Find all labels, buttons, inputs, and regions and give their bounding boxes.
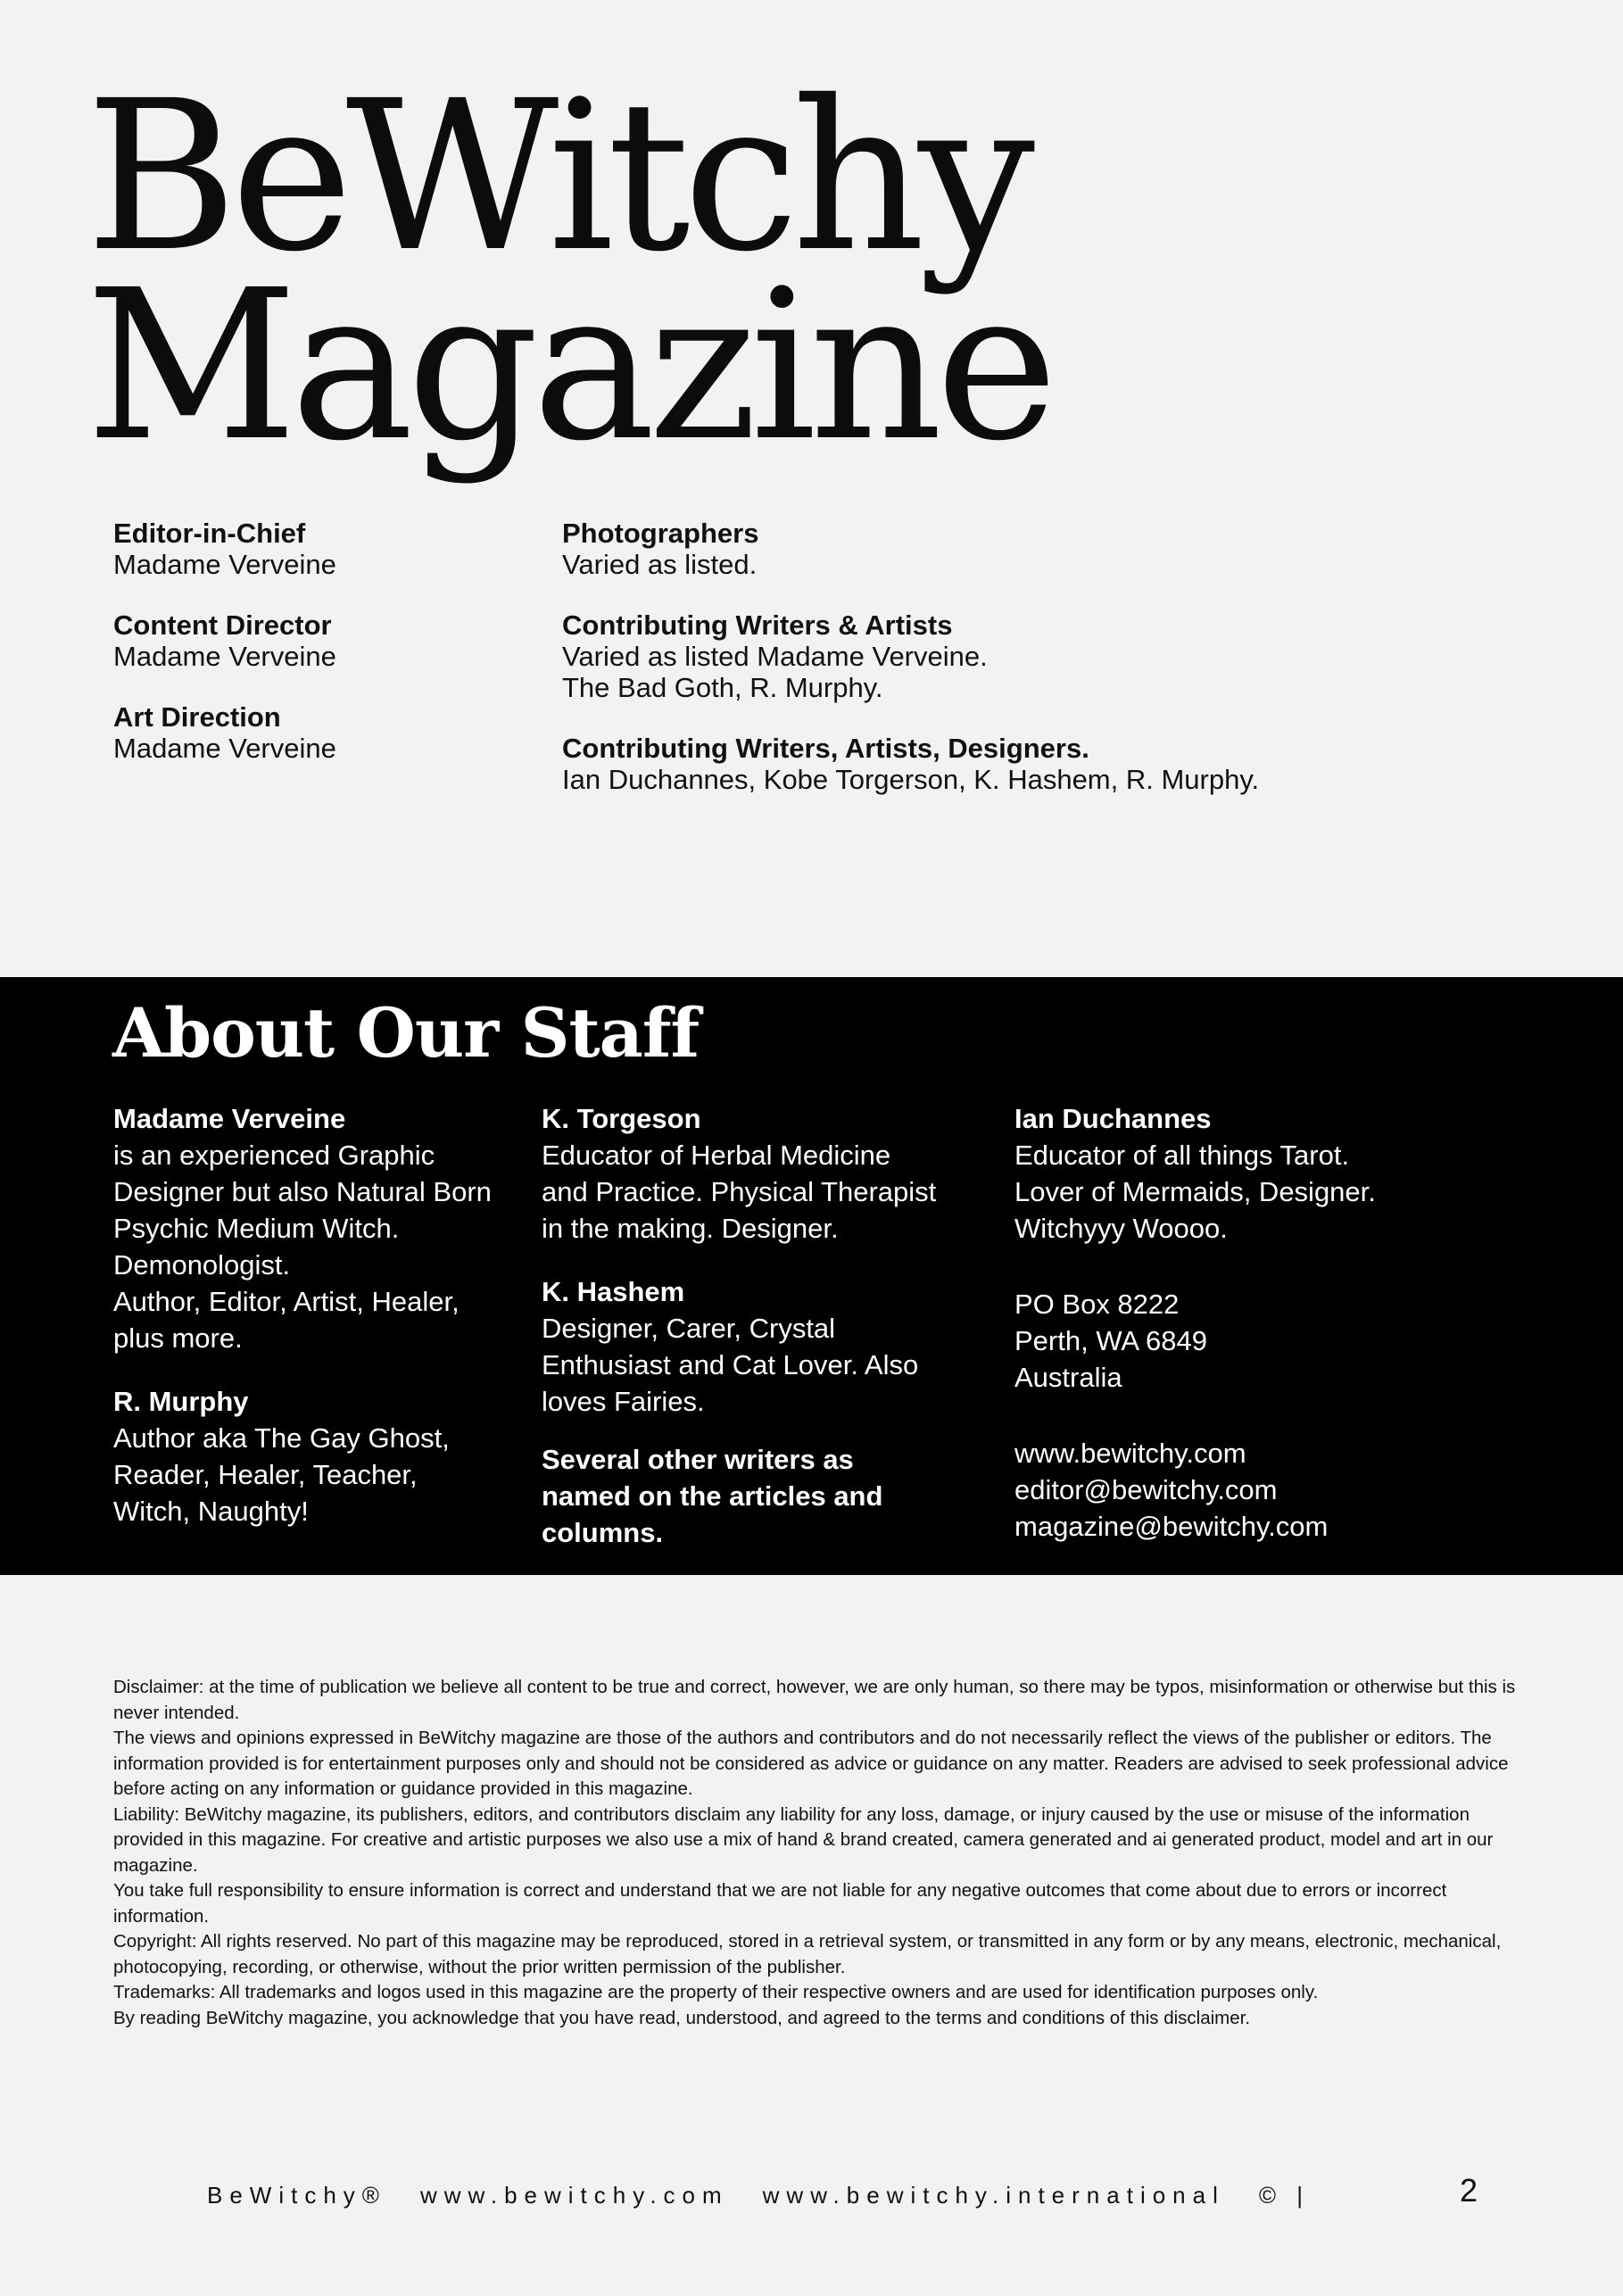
staff-description: Designer, Carer, Crystal Enthusiast and Cat Lover. Also loves Fairies.: [542, 1313, 919, 1417]
section-title: About Our Staff: [112, 993, 700, 1073]
credit-role: Art Direction: [113, 701, 281, 733]
credit-contributing-writers-artists: [562, 609, 1544, 703]
magazine-masthead: [86, 56, 1051, 486]
staff-description: Author aka The Gay Ghost, Reader, Healer, Teacher, Witch, Naughty!: [113, 1422, 450, 1527]
staff-member-ian-duchannes: [1014, 1100, 1550, 1247]
disclaimer-paragraph: By reading BeWitchy magazine, you acknowledge that you have read, understood, and agreed to the terms and conditions of this disclaimer.: [113, 2007, 1251, 2028]
disclaimer-paragraph: Trademarks: All trademarks and logos used in this magazine are the property of their respective owners and are used for identification purposes only.: [113, 1982, 1319, 2002]
staff-name: K. Torgeson: [542, 1103, 701, 1134]
footer-copyright: © |: [1258, 2182, 1311, 2209]
credit-role: Contributing Writers, Artists, Designers.: [562, 733, 1089, 764]
footer-site-com: www.bewitchy.com: [419, 2182, 729, 2209]
disclaimer-paragraph: Liability: BeWitchy magazine, its publishers, editors, and contributors disclaim any liability for any loss, damage, or injury caused by the use or misuse of the information provided in this magazine. For creative and artistic purposes we also use a mix of hand & brand created, camera generated and ai generated product, model and art in our magazine.: [113, 1803, 1494, 1876]
staff-name: K. Hashem: [542, 1276, 685, 1307]
staff-member-r-murphy: [113, 1383, 524, 1529]
disclaimer-paragraph: Disclaimer: at the time of publication we believe all content to be true and correct, however, we are only human, so there may be typos, misinformation or otherwise but this is never intended.: [113, 1677, 1516, 1723]
credits-right-column: [562, 518, 1544, 825]
staff-description: is an experienced Graphic Designer but also Natural Born Psychic Medium Witch. Demonologist. Author, Editor, Artist, Healer, plus more.: [113, 1140, 492, 1354]
page-number: 2: [1460, 2172, 1478, 2209]
masthead-line-2: Magazine: [86, 245, 1051, 486]
staff-column-1: [113, 1100, 524, 1556]
credit-role: Contributing Writers & Artists: [562, 609, 953, 641]
disclaimer-paragraph: The views and opinions expressed in BeWitchy magazine are those of the authors and contributors and do not necessarily reflect the views of the publisher or editors. The information provided is for entertainment purposes only and should not be considered as advice or guidance on any matter. Readers are advised to seek professional advice before acting on any information or guidance provided in this magazine.: [113, 1728, 1509, 1799]
staff-member-madame-verveine: [113, 1100, 524, 1356]
staff-description: Educator of all things Tarot. Lover of Mermaids, Designer. Witchyyy Woooo.: [1014, 1140, 1376, 1244]
staff-name: Madame Verveine: [113, 1103, 346, 1134]
credit-name: Ian Duchannes, Kobe Torgerson, K. Hashem, R. Murphy.: [562, 764, 1260, 795]
staff-member-k-hashem: [542, 1273, 961, 1420]
credit-name: Varied as listed.: [562, 549, 758, 580]
credit-photographers: [562, 518, 1544, 580]
staff-member-k-torgeson: [542, 1100, 961, 1247]
other-writers-note: Several other writers as named on the articles and columns.: [542, 1444, 883, 1548]
postal-address: PO Box 8222 Perth, WA 6849 Australia: [1014, 1289, 1207, 1393]
credit-name: Madame Verveine: [113, 549, 336, 580]
footer-brand: BeWitchy®: [207, 2182, 386, 2209]
credit-content-director: [113, 609, 542, 672]
credit-role: Photographers: [562, 518, 759, 549]
credit-name: Madame Verveine: [113, 733, 336, 764]
credit-role: Content Director: [113, 609, 332, 641]
page-footer: [207, 2182, 1310, 2209]
footer-site-international: www.bewitchy.international: [762, 2182, 1225, 2209]
staff-name: Ian Duchannes: [1014, 1103, 1212, 1134]
contact-links: www.bewitchy.com editor@bewitchy.com magazine@bewitchy.com: [1014, 1438, 1329, 1542]
disclaimer-paragraph: Copyright: All rights reserved. No part of this magazine may be reproduced, stored in a retrieval system, or transmitted in any form or by any means, electronic, mechanical, photocopying, recording, or otherwise, without the prior written permission of the publisher.: [113, 1931, 1502, 1977]
staff-column-2: [542, 1100, 961, 1551]
disclaimer-text: [113, 1675, 1528, 2031]
about-staff-section: [0, 977, 1623, 1575]
credit-art-direction: [113, 701, 542, 764]
credits-left-column: [113, 518, 542, 793]
staff-name: R. Murphy: [113, 1386, 249, 1417]
credit-name: Varied as listed Madame Verveine. The Bad Goth, R. Murphy.: [562, 641, 988, 703]
disclaimer-paragraph: You take full responsibility to ensure information is correct and understand that we are not liable for any negative outcomes that come about due to errors or incorrect information.: [113, 1880, 1447, 1927]
credit-contributing-designers: [562, 733, 1544, 795]
masthead-line-1: BeWitchy: [86, 56, 1029, 297]
credit-role: Editor-in-Chief: [113, 518, 306, 549]
credit-editor-in-chief: [113, 518, 542, 580]
credit-name: Madame Verveine: [113, 641, 336, 672]
staff-column-3: [1014, 1100, 1550, 1545]
staff-description: Educator of Herbal Medicine and Practice. Physical Therapist in the making. Designer.: [542, 1140, 937, 1244]
